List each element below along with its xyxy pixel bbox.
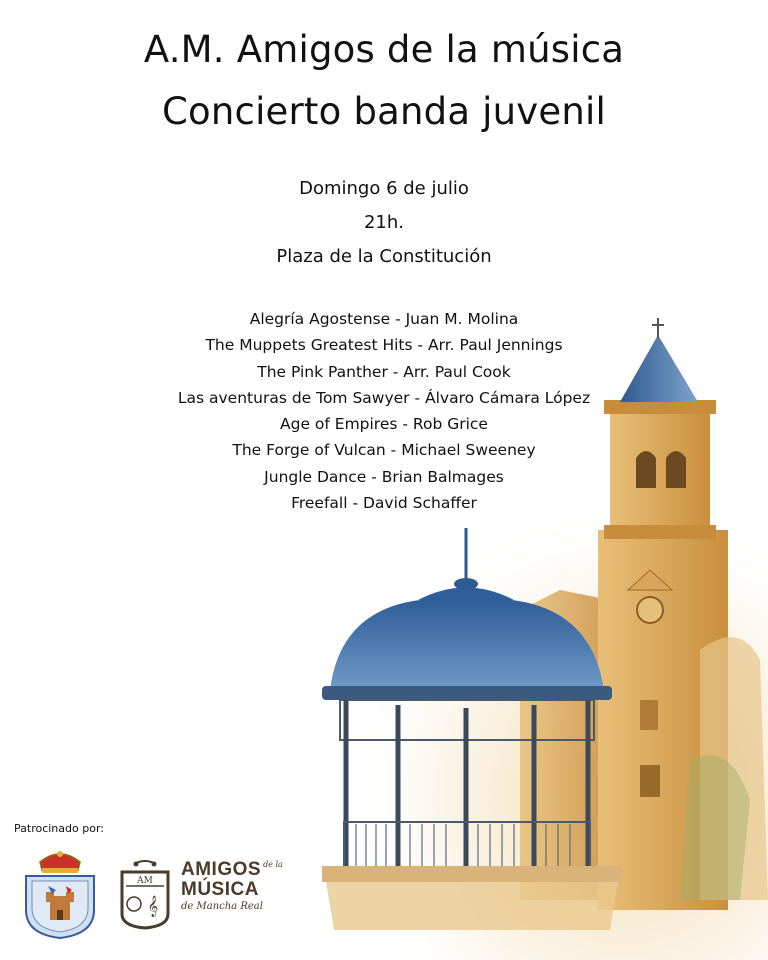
logo-line-3: de Mancha Real	[181, 901, 263, 912]
program-item: Alegría Agostense - Juan M. Molina	[249, 310, 519, 328]
municipal-crest-logo	[22, 848, 98, 940]
program-item: The Pink Panther - Arr. Paul Cook	[257, 362, 511, 381]
sponsor-label: Patrocinado por:	[14, 822, 104, 835]
program-list	[0, 306, 768, 516]
logo-line-2: MÚSICA	[181, 879, 259, 900]
event-place: Plaza de la Constitución	[276, 246, 492, 267]
amigos-musica-monogram	[118, 860, 172, 930]
logo-superscript: de la	[263, 860, 283, 869]
svg-text:𝄞: 𝄞	[147, 896, 159, 917]
event-date: Domingo 6 de julio	[299, 178, 469, 199]
program-item: Freefall - David Schaffer	[291, 494, 477, 513]
title-line-1: A.M. Amigos de la música	[143, 28, 625, 71]
program-item: Las aventuras de Tom Sawyer - Álvaro Cámara López	[177, 388, 591, 407]
logo-line-1: AMIGOS	[181, 859, 262, 880]
program-item: Jungle Dance - Brian Balmages	[264, 467, 504, 486]
program-item: Age of Empires - Rob Grice	[280, 415, 488, 434]
amigos-musica-wordmark	[181, 860, 283, 914]
program-item: The Forge of Vulcan - Michael Sweeney	[232, 441, 536, 460]
title-line-2: Concierto banda juvenil	[162, 90, 606, 133]
svg-text:AM: AM	[137, 876, 153, 886]
event-time: 21h.	[363, 212, 405, 233]
program-item: The Muppets Greatest Hits - Arr. Paul Jennings	[205, 336, 563, 355]
